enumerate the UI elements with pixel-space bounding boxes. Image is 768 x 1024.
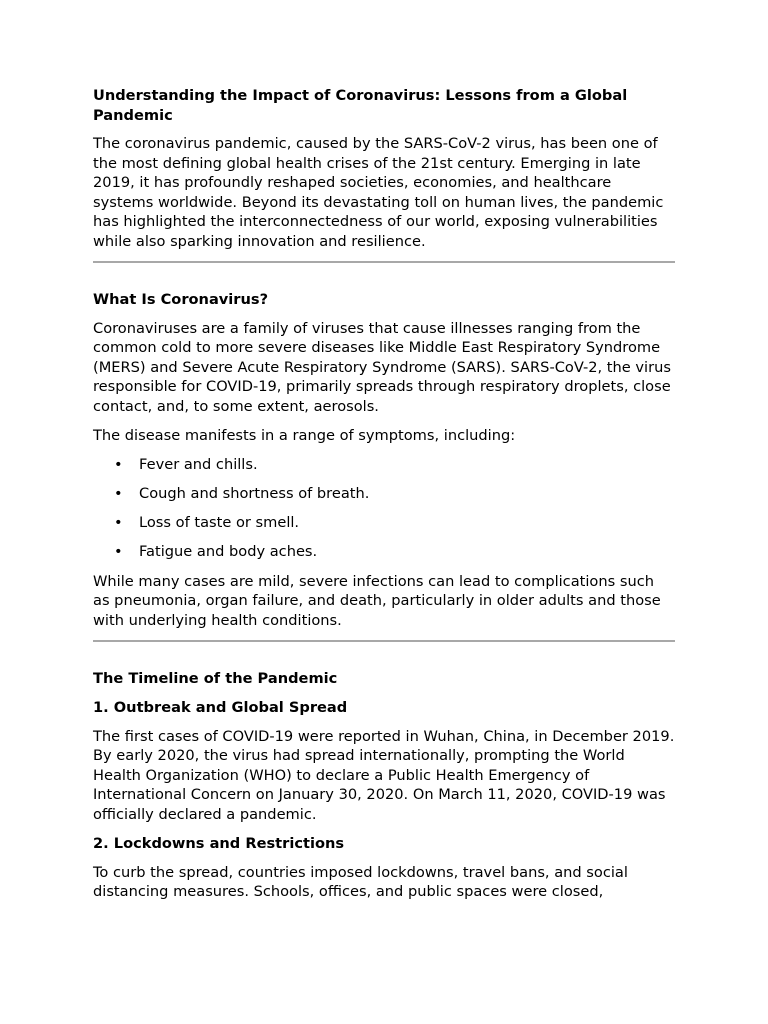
list-item: [93, 513, 675, 533]
bullet-icon: •: [114, 514, 123, 532]
list-item: [93, 455, 675, 475]
bullet-icon: •: [114, 484, 123, 502]
document-title: Understanding the Impact of Coronavirus: Lessons from a Global Pandemic: [93, 87, 628, 124]
subsection-heading-outbreak: 1. Outbreak and Global Spread: [93, 698, 348, 716]
subsection-heading-lockdowns: 2. Lockdowns and Restrictions: [93, 834, 345, 852]
bullet-icon: •: [114, 543, 123, 561]
document-page: [93, 86, 675, 911]
symptoms-intro-paragraph: The disease manifests in a range of symptoms, including:: [93, 426, 516, 444]
section-divider: [93, 261, 675, 263]
list-item-text: Fever and chills.: [139, 455, 258, 473]
list-item-text: Loss of taste or smell.: [139, 514, 300, 532]
intro-paragraph: The coronavirus pandemic, caused by the SARS-CoV-2 virus, has been one of the most defining global health crises of the 21st century. Emerging in late 2019, it has profoundly reshaped societies, economies, and healthcare systems worldwide. Beyond its devastating toll on human lives, the pandemic has highlighted the interconnectedness of our world, exposing vulnerabilities while also sparking innovation and resilience.: [93, 135, 664, 250]
list-item: [93, 484, 675, 504]
bullet-icon: •: [114, 455, 123, 473]
section-divider: [93, 640, 675, 642]
list-item-text: Cough and shortness of breath.: [139, 484, 370, 502]
complications-paragraph: While many cases are mild, severe infections can lead to complications such as pneumonia, organ failure, and death, particularly in older adults and those with underlying health conditions.: [93, 572, 661, 629]
coronavirus-definition-paragraph: Coronaviruses are a family of viruses that cause illnesses ranging from the common cold to more severe diseases like Middle East Respiratory Syndrome (MERS) and Severe Acute Respiratory Syndrome (SARS). SARS-CoV-2, the virus responsible for COVID-19, primarily spreads through respiratory droplets, close contact, and, to some extent, aerosols.: [93, 319, 671, 415]
section-heading-what-is-coronavirus: What Is Coronavirus?: [93, 290, 269, 308]
list-item: [93, 542, 675, 562]
section-heading-timeline: The Timeline of the Pandemic: [93, 669, 338, 687]
lockdowns-paragraph: To curb the spread, countries imposed lockdowns, travel bans, and social distancing measures. Schools, offices, and public spaces were closed,: [93, 863, 628, 901]
symptoms-list: [93, 455, 675, 562]
list-item-text: Fatigue and body aches.: [139, 543, 318, 561]
outbreak-paragraph: The first cases of COVID-19 were reported in Wuhan, China, in December 2019. By early 2020, the virus had spread internationally, prompting the World Health Organization (WHO) to declare a Public Health Emergency of International Concern on January 30, 2020. On March 11, 2020, COVID-19 was officially declared a pandemic.: [93, 727, 675, 823]
